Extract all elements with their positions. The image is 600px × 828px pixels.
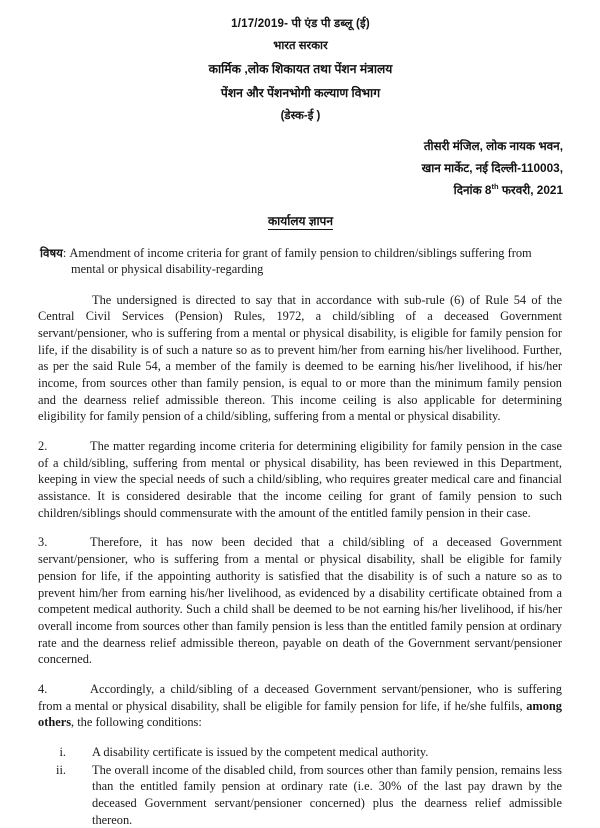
subject-label: विषय [40,247,63,260]
list-item-text: A disability certificate is issued by the competent medical authority. [92,744,429,759]
department-name: पेंशन और पेंशनभोगी कल्याण विभाग [220,86,381,100]
date-suffix: फरवरी, 2021 [498,183,563,197]
paragraph-2-number: 2. [38,439,48,454]
subject-block [38,245,563,278]
list-item-text: The overall income of the disabled child, from sources other than family pension, remains less than the entitled family pension at ordinary rate (i.e. 30% of the last pay drawn by the deceased Government servant/pensioner concerned) plus the dearness relief admissible thereon. [92,762,562,827]
list-item [38,762,563,828]
list-item-marker: ii. [56,762,66,777]
conditions-list [38,744,563,828]
paragraph-2 [38,438,563,521]
address-line-1: तीसरी मंजिल, लोक नायक भवन, [423,139,563,153]
paragraph-3-text: Therefore, it has now been decided that a child/sibling of a deceased Government servant/pensioner, who is suffering from a mental or physical disability, shall be eligible for family pension for life, if the appointing authority is satisfied that the disability is of such a nature so as to prevent him/her from earning his/her livelihood, as evidenced by a disability certificate obtained from a competent medical authority. Such a child shall be deemed to be not earning his/her livelihood, if his/her overall income from sources other than family pension is less than the entitled family pension at ordinary rate and the dearness relief admissible thereon, payable on death of the Government servant/pensioner concerned. [38,535,562,667]
date-prefix: दिनांक 8 [453,183,492,197]
ministry-name: कार्मिक ,लोक शिकायत तथा पेंशन मंत्रालय [208,62,393,76]
list-item-marker: i. [59,744,66,759]
paragraph-3-number: 3. [38,535,48,550]
address-block [38,138,563,198]
document-header [38,16,563,123]
subject-line-1: Amendment of income criteria for grant of family pension to children/siblings suffering from [69,246,532,260]
memo-date [38,182,563,198]
address-line-2: खान मार्केट, नई दिल्ली-110003, [421,161,563,175]
paragraph-4-emphasis: among others [38,698,562,730]
paragraph-4-number: 4. [38,681,48,696]
memo-title-text: कार्यालय ज्ञापन [267,214,334,228]
paragraph-1: The undersigned is directed to say that in accordance with sub-rule (6) of Rule 54 of the Central Civil Services (Pension) Rules, 1972, a child/sibling of a deceased Government servant/pensioner, who is suffering from a mental or physical disability, is eligible for family pension for life, if the disability is of such a nature so as to prevent him/her from earning his/her livelihood. Further, as per the said Rule 54, a member of the family is deemed to be earning his/her livelihood, if his/her income, from sources other than family pension, is equal to or more than the minimum family pension and the dearness relief admissible thereon. This income ceiling is also applicable for determining eligibility for family pension of a child/sibling, suffering from a mental or physical disability. [38,292,562,424]
date-ordinal-suffix: th [491,182,499,192]
file-number: 1/17/2019- पी एंड पी डब्लू (ई) [231,18,370,30]
list-item [38,744,563,761]
subject-line-2: mental or physical disability-regarding [71,262,264,277]
subject-separator: : [62,246,70,260]
paragraph-4-text-part-2: , the following conditions: [71,715,202,730]
paragraph-2-text: The matter regarding income criteria for determining eligibility for family pension in the case of a child/sibling, suffering from mental or physical disability, has been reviewed in this Department, keeping in view the special needs of such a child/sibling, who requires greater medical care and financial assistance. It is considered desirable that the income ceiling for grant of family pension to such children/siblings should commensurate with the amount of the entitled family pension in their case. [38,439,562,520]
paragraph-3 [38,534,563,667]
government-name: भारत सरकार [273,40,328,52]
memo-title [38,212,563,229]
paragraph-4-text-part-1: Accordingly, a child/sibling of a deceased Government servant/pensioner, who is suffering from a mental or physical disability, shall be eligible for family pension for life, if he/she fulfils, [38,681,562,713]
paragraph-4 [38,681,563,731]
desk-name: (डेस्क-ई ) [280,110,321,122]
